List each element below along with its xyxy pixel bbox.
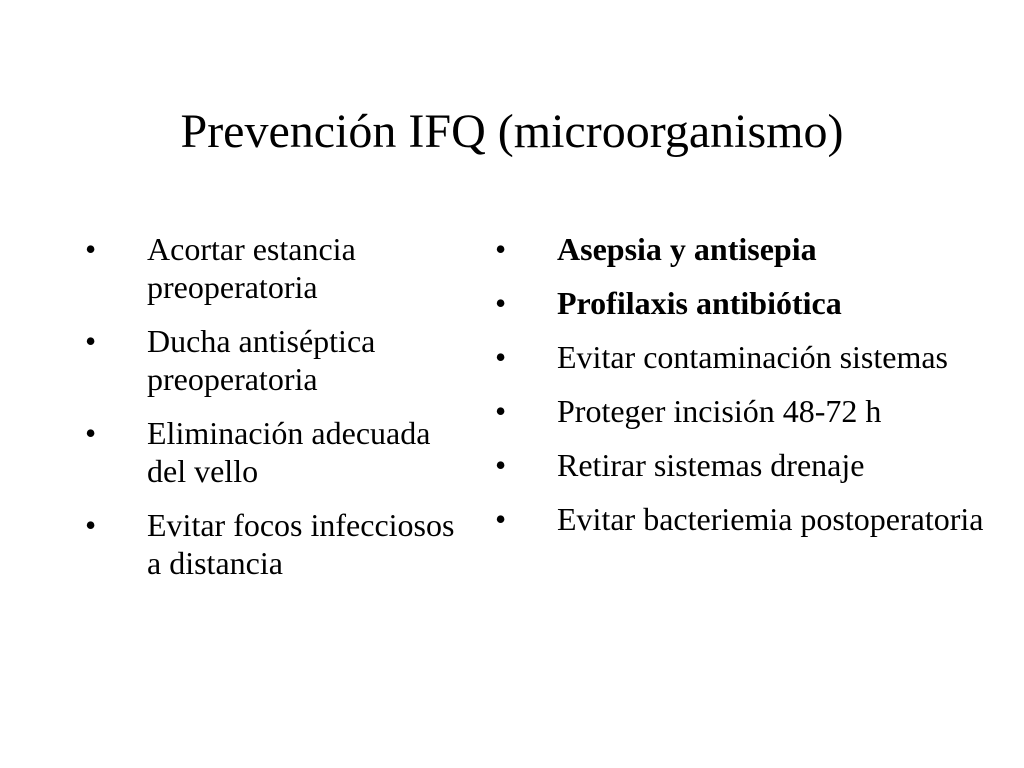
list-item [495, 446, 995, 484]
bullet-icon: • [495, 501, 507, 537]
bullet-icon: • [495, 339, 507, 375]
bullet-icon: • [495, 393, 507, 429]
list-item-text: Evitar contaminación sistemas [557, 339, 948, 375]
right-bullet-list [495, 230, 995, 554]
list-item-text: Acortar estancia preoperatoria [147, 231, 356, 305]
bullet-icon: • [495, 447, 507, 483]
list-item [85, 230, 465, 306]
bullet-icon: • [495, 285, 507, 321]
list-item [495, 284, 995, 322]
list-item [495, 230, 995, 268]
slide-title: Prevención IFQ (microorganismo) [180, 105, 844, 158]
list-item [495, 500, 995, 538]
list-item-text: Profilaxis antibiótica [557, 285, 842, 321]
list-item-text: Retirar sistemas drenaje [557, 447, 865, 483]
list-item-text: Proteger incisión 48-72 h [557, 393, 882, 429]
list-item [495, 392, 995, 430]
list-item [85, 322, 465, 398]
bullet-icon: • [85, 323, 97, 359]
list-item [495, 338, 995, 376]
list-item [85, 414, 465, 490]
left-bullet-list [85, 230, 465, 598]
list-item-text: Evitar focos infecciosos a distancia [147, 507, 455, 581]
bullet-icon: • [85, 231, 97, 267]
list-item-text: Eliminación adecuada del vello [147, 415, 431, 489]
list-item [85, 506, 465, 582]
bullet-icon: • [495, 231, 507, 267]
list-item-text: Evitar bacteriemia postoperatoria [557, 501, 984, 537]
list-item-text: Ducha antiséptica preoperatoria [147, 323, 376, 397]
bullet-icon: • [85, 415, 97, 451]
list-item-text: Asepsia y antisepia [557, 231, 817, 267]
bullet-icon: • [85, 507, 97, 543]
